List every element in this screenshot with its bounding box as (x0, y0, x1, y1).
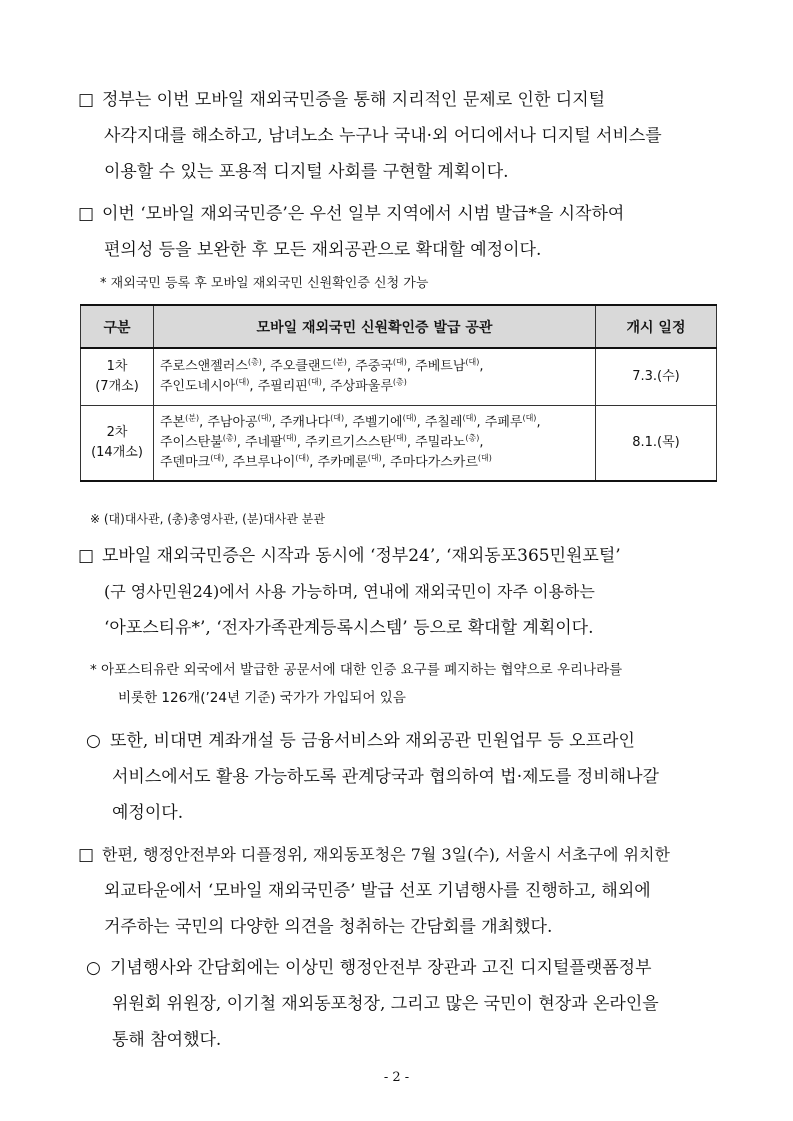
paragraph-line: 이용할 수 있는 포용적 디지털 사회를 구현할 계획이다. (104, 162, 509, 182)
paragraph-line: 예정이다. (112, 803, 184, 823)
paragraph-line: 거주하는 국민의 다양한 의견을 청취하는 간담회를 개최했다. (104, 917, 553, 937)
paragraph-line: ‘아포스티유*’, ‘전자가족관계등록시스템’ 등으로 확대할 계획이다. (104, 618, 594, 638)
table-header-row (81, 305, 717, 348)
mission-type-marker: (대) (402, 413, 417, 423)
mission-type-marker: (대) (295, 453, 310, 463)
mission-name: 주덴마크 (160, 455, 211, 470)
paragraph-3 (78, 538, 728, 646)
paragraph-line: 위원회 위원장, 이기철 재외동포청장, 그리고 많은 국민이 현장과 온라인을 (112, 994, 659, 1014)
paragraph-line: 외교타운에서 ‘모바일 재외국민증’ 발급 선포 기념행사를 진행하고, 해외에 (104, 881, 651, 901)
mission-line: 주인도네시아$^{(대)}$, 주필리핀$^{(대)}$, 주상파울루$^{(총)}$ (160, 377, 407, 394)
mission-type-marker: (대) (522, 413, 537, 423)
footnote-apostille (90, 656, 730, 712)
paragraph-line: 서비스에서도 활용 가능하도록 관계당국과 협의하여 법·제도를 정비해나갈 (112, 767, 659, 787)
mission-name: 주마다가스카르 (390, 455, 478, 470)
paragraph-5 (78, 837, 728, 945)
start-date-cell: 8.1.(목) (596, 406, 717, 482)
paragraph-line: 또한, 비대면 계좌개설 등 금융서비스와 재외공관 민원업무 등 오프라인 (110, 731, 635, 751)
mission-name: 주키르기스스탄 (304, 435, 393, 450)
paragraph-line: 편의성 등을 보완한 후 모든 재외공관으로 확대할 예정이다. (104, 240, 542, 260)
mission-name: 주칠레 (424, 415, 463, 430)
paragraph-line: (구 영사민원24)에서 사용 가능하며, 연내에 재외국민이 자주 이용하는 (104, 582, 595, 601)
paragraph-line: 이번 ‘모바일 재외국민증’은 우선 일부 지역에서 시범 발급*을 시작하여 (102, 204, 625, 224)
mission-line: 주이스탄불$^{(총)}$, 주네팔$^{(대)}$, 주키르기스스탄$^{(대)}$, 주밀라노$^{(총)}$, (160, 433, 484, 450)
footnote-line: 비롯한 126개(’24년 기준) 국가가 가입되어 있음 (118, 690, 406, 706)
mission-line: 주본$^{(분)}$, 주남아공$^{(대)}$, 주캐나다$^{(대)}$, 주벨기에$^{(대)}$, 주칠레$^{(대)}$, 주페루$^{(대)}$, (160, 413, 541, 430)
mission-name: 주카메룬 (317, 455, 368, 470)
mission-type-marker: (대) (392, 433, 407, 443)
table-footnote: ※ (대)대사관, (총)총영사관, (분)대사관 분관 (90, 512, 325, 526)
table-row (81, 348, 717, 406)
square-bullet-icon: □ (78, 90, 95, 110)
mission-name: 주베트남 (415, 359, 466, 374)
mission-name: 주이스탄불 (160, 435, 223, 450)
mission-name: 주본 (160, 415, 186, 430)
mission-name: 주브루나이 (232, 455, 296, 470)
footnote-line: * 아포스티유란 외국에서 발급한 공문서에 대한 인증 요구를 폐지하는 협약으로 우리나라를 (90, 662, 623, 678)
mission-name: 주중국 (355, 359, 393, 374)
mission-name: 주캐나다 (279, 415, 331, 430)
mission-type-marker: (총) (247, 357, 262, 367)
mission-type-marker: (분) (332, 357, 347, 367)
mission-type-marker: (대) (235, 377, 250, 387)
mission-name: 주밀라노 (415, 435, 466, 450)
paragraph-2 (78, 196, 728, 268)
paragraph-line: 사각지대를 해소하고, 남녀노소 누구나 국내·외 어디에서나 디지털 서비스를 (104, 126, 662, 146)
square-bullet-icon: □ (78, 845, 95, 865)
table-header-cell: 모바일 재외국민 신원확인증 발급 공관 (154, 305, 596, 348)
mission-type-marker: (대) (330, 413, 345, 423)
mission-name: 주필리핀 (257, 379, 308, 394)
mission-type-marker: (총) (465, 433, 480, 443)
mission-type-marker: (대) (465, 357, 480, 367)
mission-name: 주로스앤젤러스 (160, 359, 248, 374)
phase-cell (81, 348, 154, 406)
table-header-cell: 개시 일정 (596, 305, 717, 348)
mission-type-marker: (대) (307, 377, 322, 387)
paragraph-line: 통해 참여했다. (112, 1030, 222, 1050)
square-bullet-icon: □ (78, 546, 95, 566)
mission-type-marker: (총) (392, 377, 407, 387)
phase-label: 2차 (106, 425, 128, 440)
mission-list-cell (154, 406, 596, 482)
paragraph-line: 기념행사와 간담회에는 이상민 행정안전부 장관과 고진 디지털플랫폼정부 (110, 958, 652, 978)
table-header-cell: 구분 (81, 305, 154, 348)
mission-name: 주인도네시아 (160, 379, 236, 394)
mission-type-marker: (대) (257, 413, 272, 423)
paragraph-4 (86, 723, 736, 831)
start-date-cell: 7.3.(수) (596, 348, 717, 406)
mission-name: 주남아공 (207, 415, 258, 430)
mission-type-marker: (대) (367, 453, 382, 463)
mission-list-cell (154, 348, 596, 406)
mission-name: 주오클랜드 (270, 359, 333, 374)
phase-cell (81, 406, 154, 482)
mission-type-marker: (대) (477, 453, 492, 463)
paragraph-line: 정부는 이번 모바일 재외국민증을 통해 지리적인 문제로 인한 디지털 (102, 90, 606, 110)
circle-bullet-icon: ○ (86, 958, 101, 978)
paragraph-1 (78, 82, 728, 190)
table-row (81, 406, 717, 482)
mission-type-marker: (대) (282, 433, 297, 443)
footnote-registration: * 재외국민 등록 후 모바일 재외국민 신원확인증 신청 가능 (100, 276, 429, 291)
paragraph-line: 모바일 재외국민증은 시작과 동시에 ‘정부24’, ‘재외동포365민원포털’ (102, 546, 621, 566)
paragraph-6 (86, 950, 736, 1058)
square-bullet-icon: □ (78, 204, 95, 224)
mission-type-marker: (분) (185, 413, 200, 423)
mission-name: 주상파울루 (330, 379, 393, 394)
mission-line: 주덴마크$^{(대)}$, 주브루나이$^{(대)}$, 주카메룬$^{(대)}$, 주마다가스카르$^{(대)}$ (160, 453, 492, 470)
mission-line: 주로스앤젤러스$^{(총)}$, 주오클랜드$^{(분)}$, 주중국$^{(대)}$, 주베트남$^{(대)}$, (160, 357, 484, 374)
paragraph-line: 한편, 행정안전부와 디플정위, 재외동포청은 7월 3일(수), 서울시 서초구에 위치한 (102, 845, 670, 864)
mission-type-marker: (대) (210, 453, 225, 463)
mission-name: 주페루 (484, 415, 523, 430)
mission-name: 주벨기에 (352, 415, 403, 430)
circle-bullet-icon: ○ (86, 731, 101, 751)
mission-type-marker: (총) (222, 433, 237, 443)
phase-label: 1차 (106, 359, 128, 374)
issuance-table (80, 304, 717, 482)
page-number: - 2 - (383, 1070, 410, 1085)
mission-type-marker: (대) (392, 357, 407, 367)
phase-count: (7개소) (95, 379, 139, 394)
mission-type-marker: (대) (462, 413, 477, 423)
phase-count: (14개소) (91, 445, 143, 460)
mission-name: 주네팔 (245, 435, 283, 450)
